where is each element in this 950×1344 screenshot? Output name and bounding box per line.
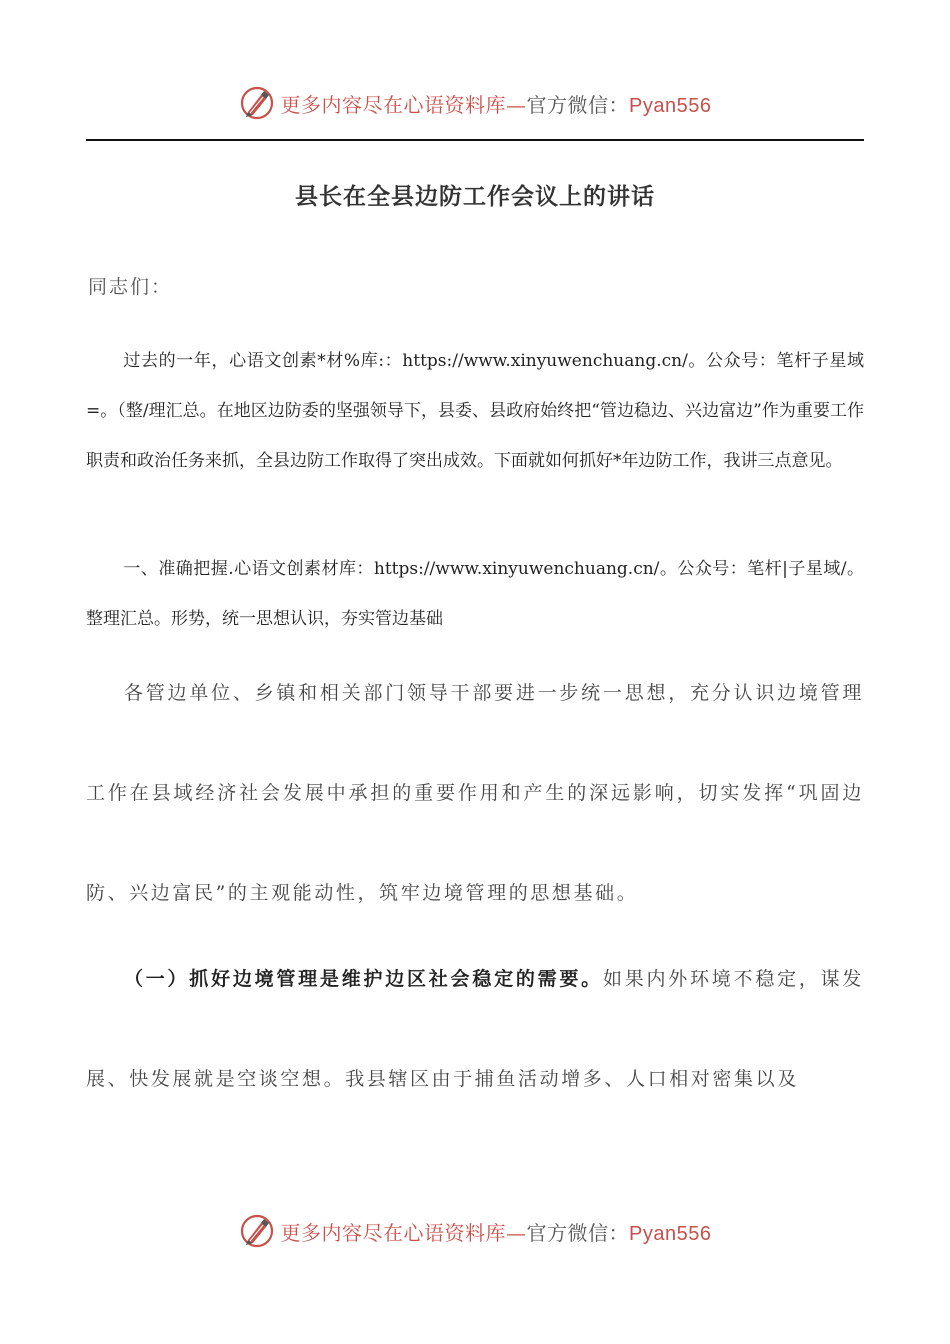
paragraph-4-body: 如果内外环境不稳定，谋发展、快发展就是空谈空想。我县辖区由于捕鱼活动增多、人口相对密集以及: [86, 968, 865, 1090]
header-divider: [86, 139, 864, 141]
header-banner-text: [281, 89, 712, 118]
paragraph-3: 各管边单位、乡镇和相关部门领导干部要进一步统一思想，充分认识边境管理工作在县域经济社会发展中承担的重要作用和产生的深远影响，切实发挥“巩固边防、兴边富民”的主观能动性，筑牢边境管理的思想基础。: [86, 682, 864, 904]
header-brand: 更多内容尽在心语资料库: [280, 92, 507, 117]
footer-banner: [0, 1210, 950, 1252]
paragraph-4-lead: （一）抓好边境管理是维护边区社会稳定的需要。: [124, 968, 603, 990]
footer-banner-text: [281, 1217, 712, 1246]
pen-nib-logo-icon: [239, 1213, 275, 1249]
footer-separator: —: [506, 1220, 527, 1245]
footer-official-label: 官方微信：: [526, 1220, 630, 1245]
pen-nib-logo-icon: [239, 85, 275, 121]
paragraph-1: 过去的一年，心语文创素*材%库:：https://www.xinyuwenchuang.cn/。公众号：笔杆子星域=。（整/理汇总。在地区边防委的坚强领导下，县委、县政府始终把“管边稳边、兴边富边”作为重要工作职责和政治任务来抓，全县边防工作取得了突出成效。下面就如何抓好*年边防工作，我讲三点意见。: [86, 351, 864, 471]
paragraph-2: 一、准确把握.心语文创素材库：https://www.xinyuwenchuang.cn/。公众号：笔杆|子星域/。整理汇总。形势，统一思想认识，夯实管边基础: [86, 559, 864, 629]
document-title: 县长在全县边防工作会议上的讲话: [295, 183, 655, 210]
footer-brand: 更多内容尽在心语资料库: [280, 1220, 507, 1245]
header-separator: —: [506, 92, 527, 117]
footer-wechat-id: Pyan556: [629, 1222, 712, 1245]
header-wechat-id: Pyan556: [629, 94, 712, 117]
paragraph-4: [86, 929, 864, 1129]
salutation: 同志们：: [88, 276, 173, 298]
header-official-label: 官方微信：: [526, 92, 630, 117]
header-banner: [0, 82, 950, 124]
